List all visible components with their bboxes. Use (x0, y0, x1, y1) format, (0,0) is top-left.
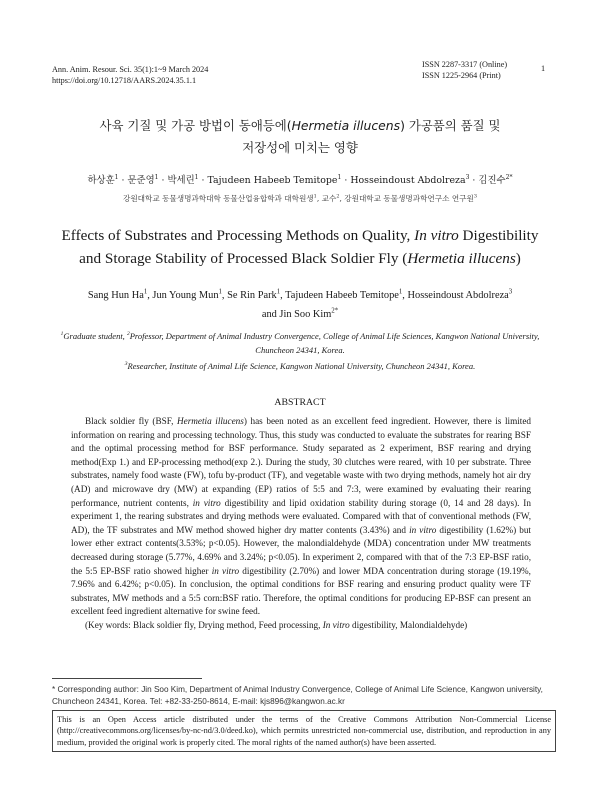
keywords-italic: In vitro (322, 619, 350, 630)
affil-sup: 2 (126, 331, 130, 338)
author-sup: 1 (143, 288, 148, 296)
author-name: Se Rin Park (227, 290, 277, 301)
author-sup: 1 (337, 173, 342, 181)
english-title (0, 224, 600, 270)
author-sup: 2* (505, 173, 513, 181)
english-author-list: Sang Hun Ha$^1$, Jun Young Mun$^1$, Se Rin Park$^1$, Tajudeen Habeeb Temitope$^1$, Hosseindoust Abdolreza$^3$ (87, 288, 513, 301)
abstract-italic: Hermetia illucens (176, 416, 244, 426)
korean-affil-text: , 강원대학교 동물생명과학연구소 연구원 (339, 194, 474, 203)
english-authors (40, 286, 560, 324)
author-name: Sang Hun Ha (87, 290, 144, 301)
issn-block (422, 59, 507, 81)
abstract-italic: in vitro (211, 565, 240, 576)
korean-affil-text: 강원대학교 동물생명과학대학 동물산업융합학과 대학원생 (123, 194, 314, 203)
affil-sup: 3 (124, 361, 128, 368)
author-name: 문준영 (127, 175, 155, 186)
korean-affiliations (0, 193, 600, 204)
korean-title-line2: 저장성에 미치는 영향 (242, 140, 358, 155)
english-last-author (40, 305, 560, 324)
affil-sup: 1 (60, 331, 64, 338)
author-sup: 1 (194, 173, 199, 181)
abstract-text: digestibility (1.62%) but lower ether extract contents(3.53%; p<0.05). However, the malondialdehyde (MDA) concentration under MW treatments decreased during storage (5.77%, 4.69% and 3.24%; p<0.05). In experiment 2, compared with that of the 7:3 EP-BSF ratio, the 5:5 EP-BSF ratio showed higher (71, 524, 531, 576)
author-name: Hosseindoust Abdolreza (407, 290, 509, 301)
keywords-text: digestibility, Malondialdehyde) (349, 619, 468, 630)
english-affil-text: Researcher, Institute of Animal Life Science, Kangwon National University, Chuncheon 24341, Korea. (127, 361, 476, 371)
abstract-text: Black soldier fly (BSF, (85, 416, 177, 426)
korean-title-species: Hermetia illucens (291, 118, 401, 133)
korean-affil-text: , 교수 (316, 194, 337, 203)
english-affil-text: Graduate student, (63, 331, 127, 341)
affil-sup: 2 (336, 193, 340, 200)
author-sup: 1 (114, 173, 119, 181)
page-number: 1 (541, 64, 546, 73)
english-title-part: ) (515, 250, 521, 267)
abstract-body (71, 415, 531, 633)
issn-online: ISSN 2287-3317 (Online) (422, 60, 508, 69)
doi-link[interactable]: https://doi.org/10.12718/AARS.2024.35.1.1 (52, 76, 197, 85)
author-name: Tajudeen Habeeb Temitope (207, 175, 338, 186)
english-title-part: Digestibility (458, 227, 539, 244)
korean-authors: 하상훈$^1$ · 문준영$^1$ · 박세린$^1$ · Tajudeen Habeeb Temitope$^1$ · Hosseindoust Abdolreza$^3$ · 김진수$^{2*}$ (87, 173, 513, 186)
author-name: and Jin Soo Kim (261, 309, 332, 320)
journal-header (52, 64, 208, 86)
affil-sup: 1 (313, 193, 317, 200)
english-affil-text: Professor, Department of Animal Industry Convergence, College of Animal Life Sciences, Kangwon National University, Chuncheon 24341, Korea. (129, 331, 540, 355)
abstract-paragraph (71, 415, 531, 619)
author-name: 하상훈 (87, 175, 115, 186)
author-sup: 1 (276, 288, 281, 296)
footnote-divider (52, 678, 202, 679)
keywords-text: (Key words: Black soldier fly, Drying method, Feed processing, (85, 619, 323, 630)
author-name: 박세린 (167, 175, 195, 186)
abstract-text: ) has been noted as an excellent feed ingredient. However, there is limited information on rearing and processing technology. Thus, this study was conducted to evaluate the substrates for rearing BSF and the optimal processing method for BSF performance. Study separated as 2 experiment, BSF rearing and drying method(Exp 1.) and EP-processing method(exp 2.). During the study, 30 clutches were reared, with 10 per substrate. Three substrates, namely food waste (FW), tofu by-product (TF), and vegetable waste with two drying methods, namely hot air dry (AD) and microwave dry (MW) at expanding (EP) ratios of 5:5 and 7:3, were examined by evaluating their rearing performance, nutrient contents, (71, 416, 531, 508)
author-sup: 1 (398, 288, 403, 296)
author-name: 김진수 (478, 175, 506, 186)
korean-title-part: 사육 기질 및 가공 방법이 동애등에( (99, 118, 292, 133)
author-name: Tajudeen Habeeb Temitope (285, 290, 399, 301)
abstract-italic: in vitro (409, 524, 437, 535)
affil-sup: 3 (473, 193, 477, 200)
english-title-italic: In vitro (414, 227, 459, 244)
journal-citation: Ann. Anim. Resour. Sci. 35(1):1~9 March 2024 (52, 65, 209, 74)
korean-title-part: ) 가공품의 품질 및 (400, 118, 501, 133)
author-sup: 3 (508, 288, 513, 296)
author-name: Hosseindoust Abdolreza (350, 175, 466, 186)
author-sup: 1 (218, 288, 222, 296)
abstract-italic: in vitro (192, 497, 221, 508)
english-affiliations (55, 329, 545, 373)
english-title-part: and Storage Stability of Processed Black Soldier Fly ( (79, 250, 408, 267)
abstract-heading: ABSTRACT (274, 397, 326, 408)
english-title-species: Hermetia illucens (407, 250, 516, 267)
english-title-part: Effects of Substrates and Processing Methods on Quality, (61, 227, 415, 244)
author-name: Jun Young Mun (152, 290, 219, 301)
license-box: This is an Open Access article distributed under the terms of the Creative Commons Attribution Non-Commercial License (http://creativecommons.org/licenses/by-nc-nd/3.0/deed.ko), which permits unrestricted non-commercial use, distribution, and reproduction in any medium, provided the original work is properly cited. The moral rights of the named author(s) have been asserted. (52, 710, 556, 752)
author-sup: 3 (465, 173, 470, 181)
corresponding-author-footnote: * Corresponding author: Jin Soo Kim, Department of Animal Industry Convergence, College of Animal Life Science, Kangwon university, Chuncheon 24341, Korea. Tel: +82-33-250-8614, E-mail: kjs896@kangwon.ac.kr (52, 685, 543, 706)
abstract-text: digestibility and lipid oxidation stability during storage (0, 14 and 28 days). In experiment 1, the rearing substrates and drying methods were evaluated. Compared with that of conventional methods (FW, AD), the TF substrates and MW method showed higher dry matter contents (3.43%) and (71, 497, 531, 535)
author-sup: 1 (154, 173, 159, 181)
author-sup: 2* (331, 307, 339, 315)
issn-print: ISSN 1225-2964 (Print) (422, 71, 501, 80)
korean-title (0, 115, 600, 159)
abstract-text: digestibility (2.70%) and lower MDA concentration during storage (19.19%, 7.96% and 6.42%; p<0.05). In conclusion, the optimal conditions for BSF rearing and ensuring product quality were TF substrates, MW methods and a 5:5 corn:BSF ratio. Therefore, the optimal conditions for producing EP-BSF can present an excellent feed ingredient alternative for swine feed. (71, 565, 531, 617)
keywords (71, 619, 531, 633)
